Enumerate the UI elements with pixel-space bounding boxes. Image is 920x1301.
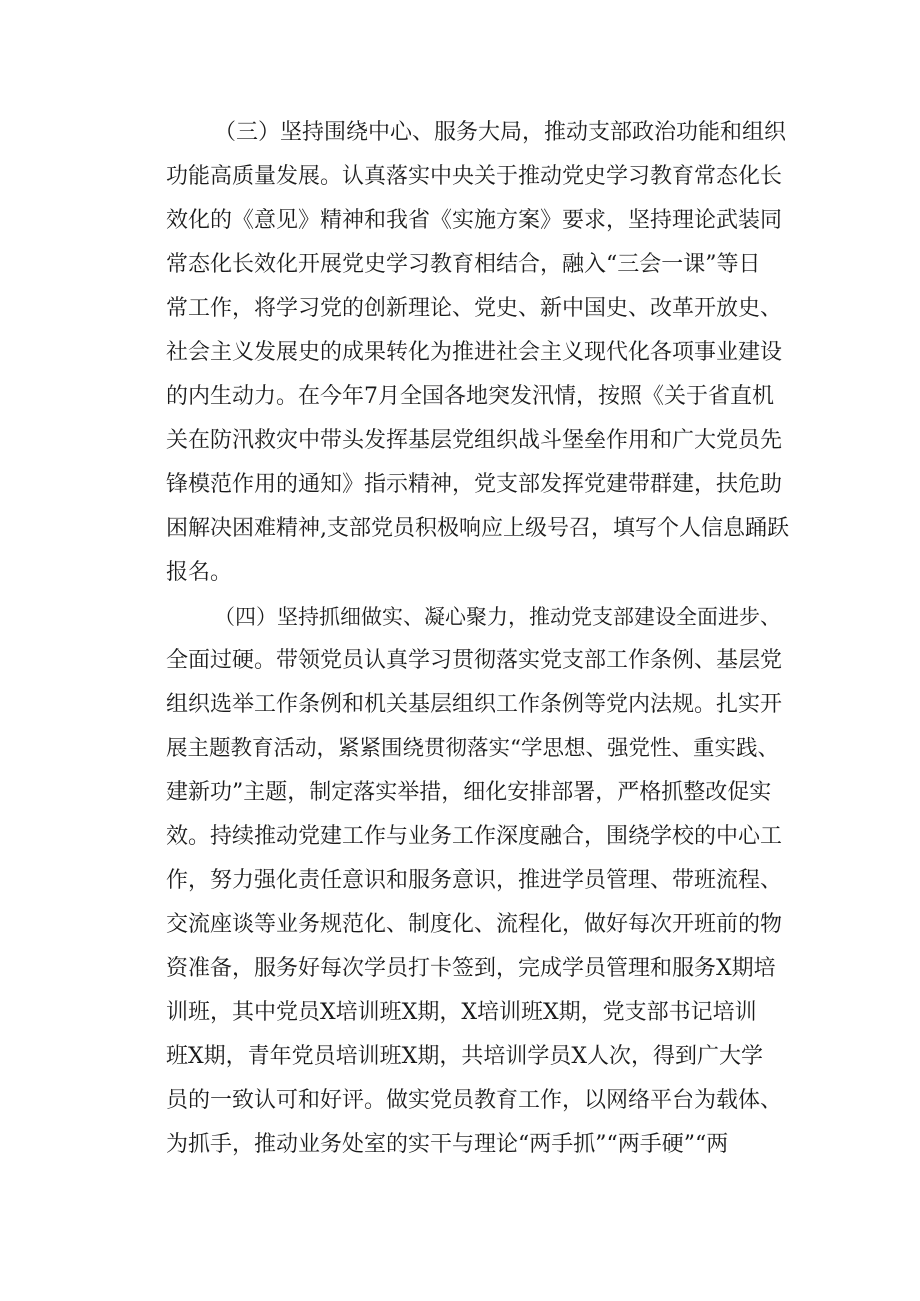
paragraph-4-line: 效。持续推动党建工作与业务工作深度融合，围绕学校的中心工 xyxy=(166,824,783,849)
paragraph-3-line: （三）坚持围绕中心、服务大局，推动支部政治功能和组织 xyxy=(214,120,787,145)
paragraph-4-line: 员的一致认可和好评。做实党员教育工作，以网络平台为载体、 xyxy=(166,1088,783,1113)
paragraph-4-line: （四）坚持抓细做实、凝心聚力，推动党支部建设全面进步、 xyxy=(214,605,781,629)
paragraph-4-line: 全面过硬。带领党员认真学习贯彻落实党支部工作条例、基层党 xyxy=(166,648,783,673)
paragraph-3-line: 常态化长效化开展党史学习教育相结合，融入“三会一课”等日 xyxy=(166,252,761,277)
paragraph-3-line: 的内生动力。在今年7月全国各地突发汛情，按照《关于省直机 xyxy=(166,384,774,409)
paragraph-3-line: 社会主义发展史的成果转化为推进社会主义现代化各项事业建设 xyxy=(166,340,783,365)
paragraph-4-line: 建新功”主题，制定落实举措，细化安排部署，严格抓整改促实 xyxy=(166,780,772,805)
paragraph-4-line: 班X期，青年党员培训班X期，共培训学员X人次，得到广大学 xyxy=(166,1044,763,1069)
paragraph-3-line: 锋模范作用的通知》指示精神，党支部发挥党建带群建，扶危助 xyxy=(166,472,783,497)
paragraph-3-line: 困解决困难精神,支部党员积极响应上级号召，填写个人信息踊跃 xyxy=(166,516,789,541)
paragraph-4-line: 资准备，服务好每次学员打卡签到，完成学员管理和服务X期培 xyxy=(166,956,776,981)
paragraph-3-line: 功能高质量发展。认真落实中央关于推动党史学习教育常态化长 xyxy=(166,164,783,189)
paragraph-3-line: 报名。 xyxy=(166,560,233,585)
paragraph-4-line: 交流座谈等业务规范化、制度化、流程化，做好每次开班前的物 xyxy=(166,912,783,937)
paragraph-4-line: 组织选举工作条例和机关基层组织工作条例等党内法规。扎实开 xyxy=(166,692,783,717)
paragraph-4-line: 作，努力强化责任意识和服务意识，推进学员管理、带班流程、 xyxy=(166,868,783,893)
paragraph-4-line: 为抓手，推动业务处室的实干与理论“两手抓”“两手硬”“两 xyxy=(166,1132,729,1157)
paragraph-3-line: 关在防汛救灾中带头发挥基层党组织战斗堡垒作用和广大党员先 xyxy=(166,428,783,453)
paragraph-3-line: 常工作，将学习党的创新理论、党史、新中国史、改革开放史、 xyxy=(166,296,783,321)
paragraph-4-line: 展主题教育活动，紧紧围绕贯彻落实“学思想、强党性、重实践、 xyxy=(166,736,779,761)
paragraph-3-line: 效化的《意见》精神和我省《实施方案》要求，坚持理论武装同 xyxy=(166,208,783,233)
paragraph-4-line: 训班，其中党员X培训班X期，X培训班X期，党支部书记培训 xyxy=(166,1000,757,1025)
